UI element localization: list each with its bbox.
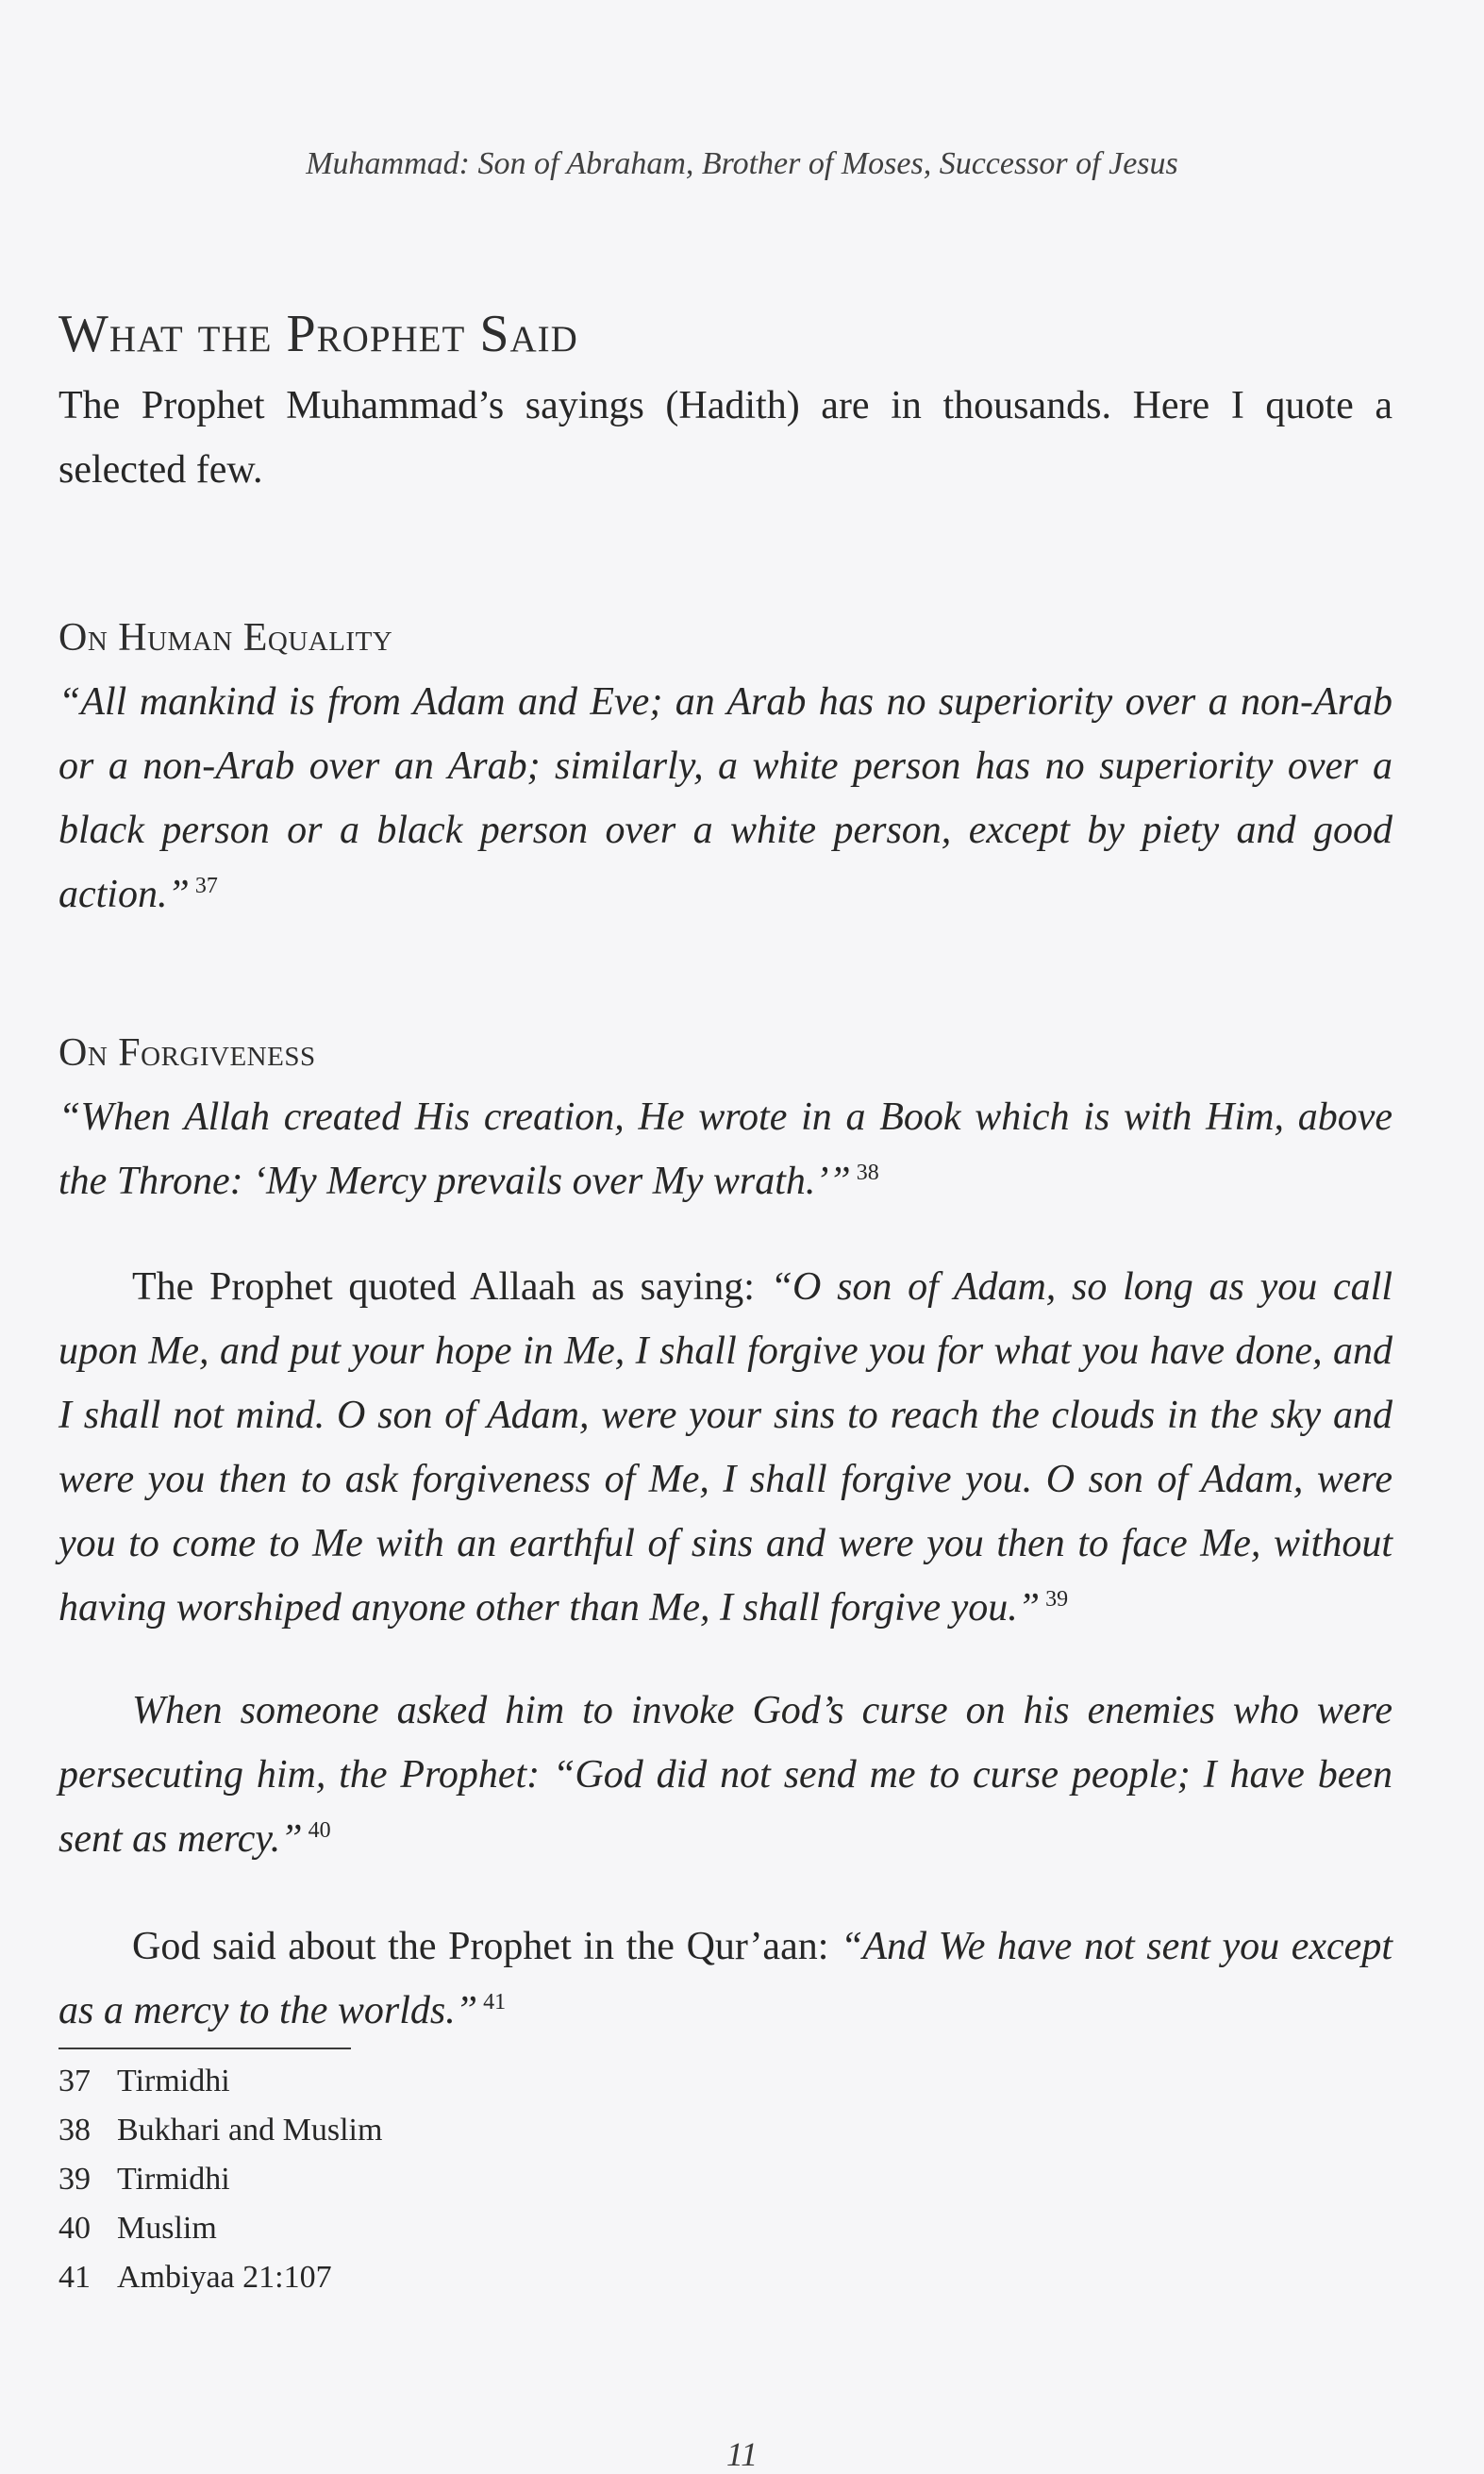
forgiveness-quote [58, 1085, 1392, 1213]
footnote-text: Tirmidhi [117, 2064, 230, 2098]
forgiveness-quote-text: “When Allah created His creation, He wrote in a Book which is with Him, above the Throne: ‘My Mercy prevails over My wrath.’” [58, 1095, 1392, 1203]
footnote-ref-37: 37 [194, 874, 218, 898]
footnote-number: 40 [58, 2211, 91, 2246]
footnote-text: Ambiyaa 21:107 [117, 2260, 332, 2295]
quran-lead: God said about the Prophet in the Qur’aan: [132, 1925, 842, 1968]
footnote-item [58, 2057, 813, 2106]
footnote-text: Tirmidhi [117, 2162, 230, 2197]
footnote-ref-40: 40 [308, 1818, 331, 1843]
footnote-ref-41: 41 [483, 1990, 507, 2014]
section-heading: What the Prophet Said [58, 305, 578, 363]
footnote-number: 38 [58, 2113, 91, 2148]
footnote-number: 37 [58, 2064, 91, 2098]
footnote-item [58, 2253, 813, 2302]
intro-paragraph: The Prophet Muhammad’s sayings (Hadith) are in thousands. Here I quote a selected few. [58, 384, 1392, 492]
footnote-item [58, 2106, 813, 2155]
footnote-text: Muslim [117, 2211, 217, 2246]
subheading-human-equality: On Human Equality [58, 616, 393, 660]
footnote-number: 41 [58, 2260, 91, 2295]
footnote-number: 39 [58, 2162, 91, 2197]
footnote-text: Bukhari and Muslim [117, 2113, 383, 2148]
quran-paragraph [58, 1914, 1392, 2043]
footnote-item [58, 2204, 813, 2253]
subheading-forgiveness: On Forgiveness [58, 1031, 316, 1075]
footnote-divider [58, 2048, 351, 2049]
footnote-ref-38: 38 [856, 1161, 879, 1185]
curse-request-text: When someone asked him to invoke God’s curse on his enemies who were persecuting him, the Prophet: “God did not send me to curse people; I have been sent as mercy.” [58, 1689, 1392, 1861]
allaah-saying-lead: The Prophet quoted Allaah as saying: [132, 1265, 771, 1309]
curse-request-paragraph [58, 1679, 1392, 1871]
footnote-item [58, 2155, 813, 2204]
allaah-saying-quote: “O son of Adam, so long as you call upon Me, and put your hope in Me, I shall forgive you for what you have done, and I shall not mind. O son of Adam, were your sins to reach the clouds in the sky and were you then to ask forgiveness of Me, I shall forgive you. O son of Adam, were you to come to Me with an earthful of sins and were you then to face Me, without having worshiped anyone other than Me, I shall forgive you.” [58, 1265, 1392, 1630]
running-head: Muhammad: Son of Abraham, Brother of Moses, Successor of Jesus [306, 146, 1178, 181]
footnote-ref-39: 39 [1045, 1587, 1069, 1612]
page-number: 11 [725, 2435, 759, 2473]
quran-quote: “And We have not sent you except as a mercy to the worlds.” [58, 1925, 1392, 2032]
equality-quote-text: “All mankind is from Adam and Eve; an Arab has no superiority over a non-Arab or a non-Arab over an Arab; similarly, a white person has no superiority over a black person or a black person over a white person, except by piety and good action.” [58, 680, 1392, 916]
allaah-saying-paragraph [58, 1255, 1392, 1640]
footnotes-list [58, 2057, 813, 2302]
equality-quote [58, 670, 1392, 927]
